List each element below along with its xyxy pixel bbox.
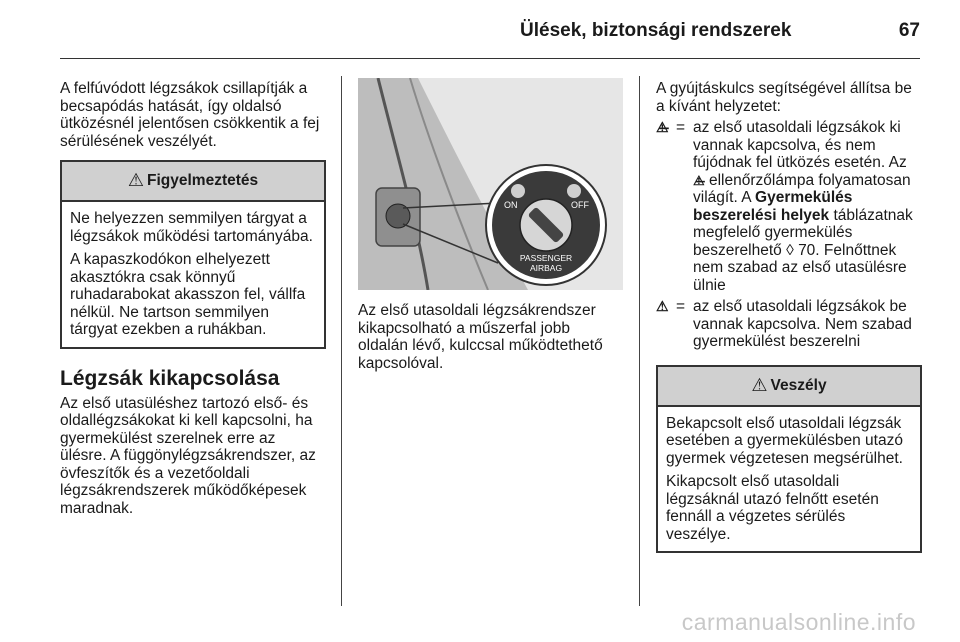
airbag-off-icon: ⚠̶ [656,119,669,135]
page-title: Ülések, biztonsági rendszerek [520,20,792,41]
switch-label-passenger: PASSENGER [519,253,573,263]
column-divider-2 [639,76,640,606]
page-ref-icon: ◊ [786,241,794,259]
warning-triangle-icon: ⚠ [127,170,144,191]
switch-label-on: ON [504,200,518,210]
danger-box [656,365,922,554]
warning-header [62,162,324,202]
page-number: 67 [898,20,920,41]
figure-caption: Az első utasoldali légzsákrendszer kikapcsolható a műszerfal jobb oldalán lévő, kulccsal működtethető kapcsolóval. [358,302,603,372]
switch-label-airbag: AIRBAG [529,263,563,273]
danger-title: Veszély [770,376,827,394]
danger-text-1: Bekapcsolt első utasoldali légzsák esetében a gyermekülésben utazó gyermek végzetesen megsérülhet. [666,414,903,467]
header-rule [60,58,920,59]
danger-triangle-icon: ⚠ [751,374,768,395]
list-item-off: ⚠̶ = az első utasoldali légzsákok ki vannak kapcsolva, és nem fújódnak fel ütközés esetén. Az ⚠̶ ellenőrzőlámpa folyamatosan világít. A Gyermekülés beszerelési helyek táblázatnak megfelelő gyermekülés beszerelhető ◊ 70. Felnőttnek nem szabad az első utasülésre ülnie [656,119,913,294]
airbag-on-icon: ⚠ [656,298,669,314]
column-right [656,80,922,553]
instruction-intro: A gyújtáskulcs segítségével állítsa be a kívánt helyzetet: [656,80,912,115]
column-left [60,80,326,517]
cross-reference-bold: Gyermekülés beszerelési helyek [693,189,853,224]
watermark: carmanualsonline.info [681,609,916,635]
column-divider-1 [341,76,342,606]
warning-box [60,160,326,349]
danger-header [658,367,920,407]
section-heading: Légzsák kikapcsolása [60,366,280,390]
warning-text-1: Ne helyezzen semmilyen tárgyat a légzsákok működési tartományába. [70,210,313,245]
danger-text-2: Kikapcsolt első utasoldali légzsáknál utazó felnőtt esetén fennáll a végzetes sérülés veszélye. [666,473,879,543]
list-item-on: ⚠ = az első utasoldali légzsákok be vannak kapcsolva. Nem szabad gyermekülést beszerelni [656,298,912,350]
airbag-off-icon: ⚠̶ [693,172,705,188]
airbag-switch-figure [358,78,623,290]
warning-title: Figyelmeztetés [147,172,259,190]
intro-paragraph: A felfúvódott légzsákok csillapítják a becsapódás hatását, így oldalsó ütközésnél jelentősen csökkentik a fej sérülésének veszélyét. [60,80,320,150]
warning-text-2: A kapaszkodókon elhelyezett akasztókra csak könnyű ruhadarabokat akasszon fel, vállfa nélkül. Ne tartson semmilyen tárgyat ezekben a ruhákban. [70,251,306,338]
switch-label-off: OFF [571,200,589,210]
section-body: Az első utasüléshez tartozó első- és oldallégzsákokat ki kell kapcsolni, ha gyermekülést szerelnek erre az ülésre. A függönylégzsákrendszer, az övfeszítők és a vezetőoldali légzsákrendszerek működőképesek maradnak. [60,394,316,517]
